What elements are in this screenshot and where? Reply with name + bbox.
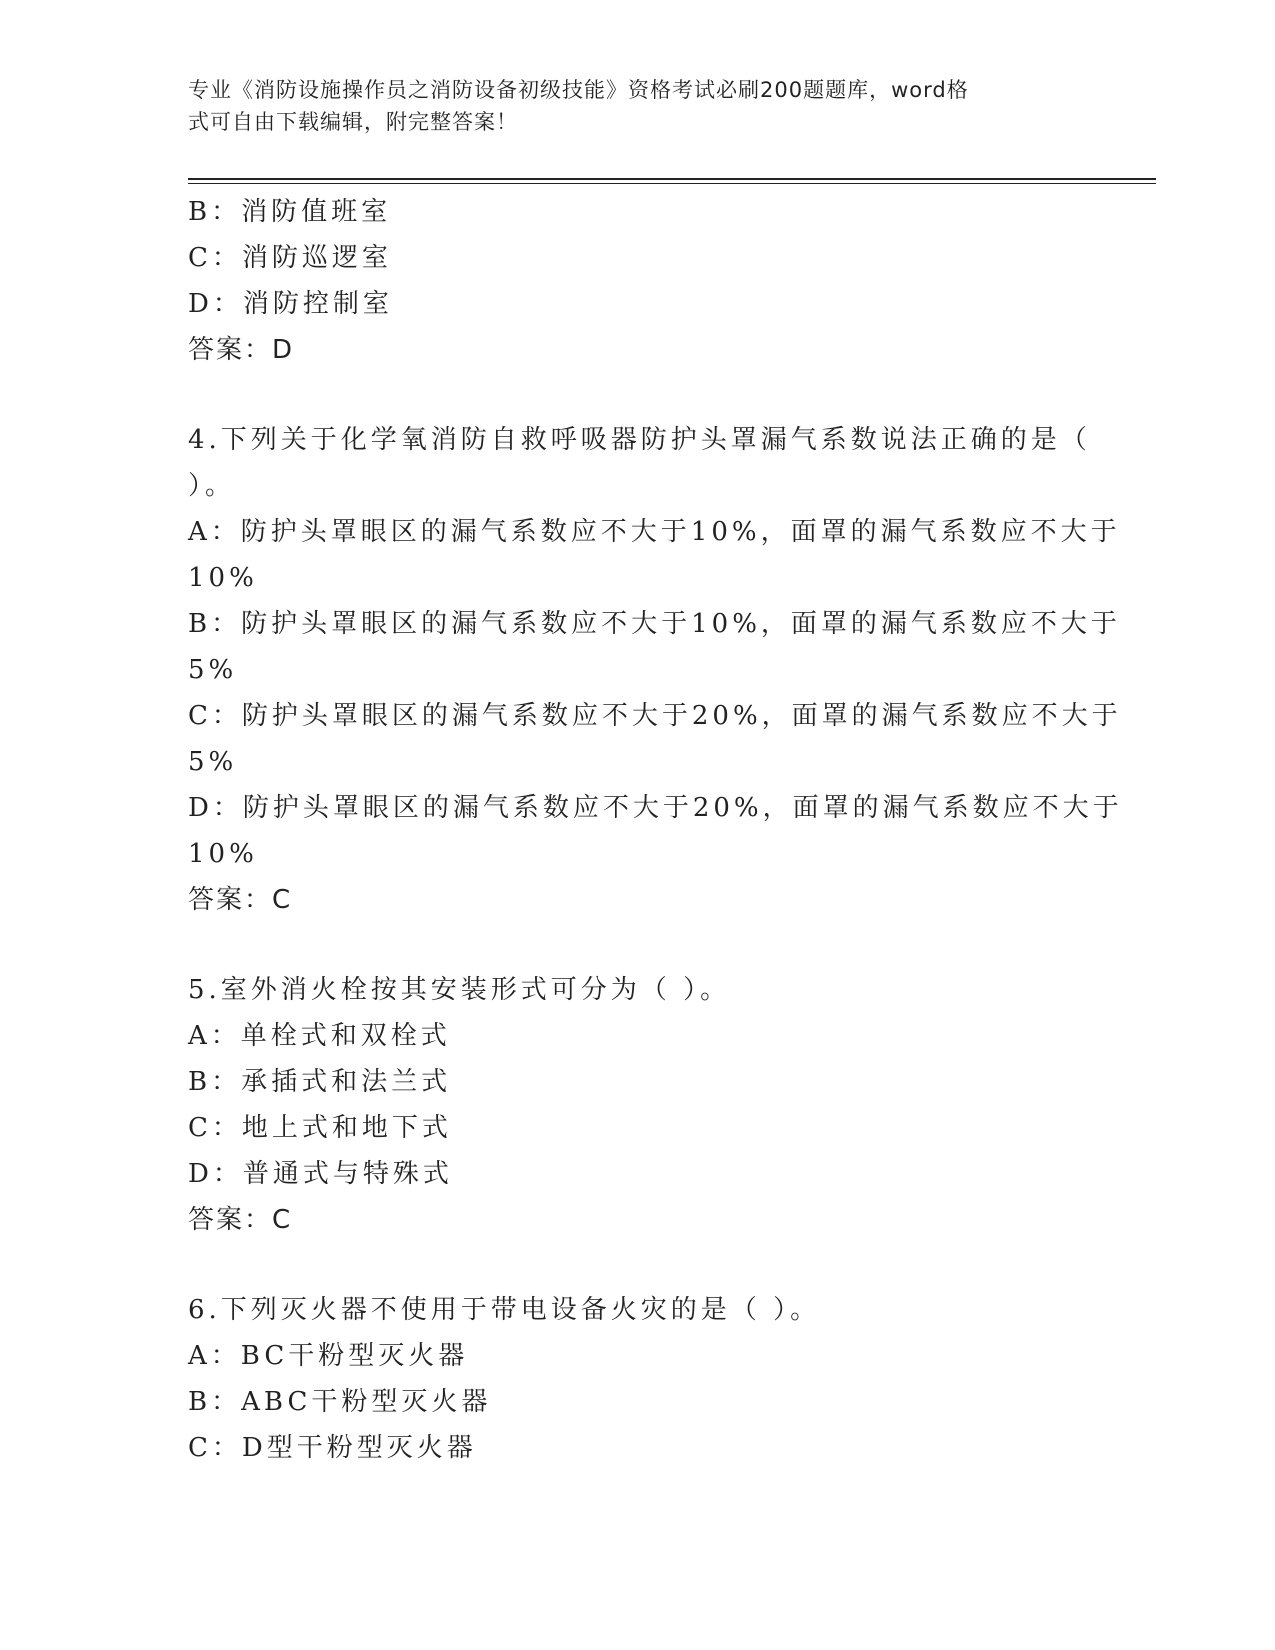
header-line-2: 式可自由下载编辑，附完整答案！ xyxy=(188,110,518,134)
question-content xyxy=(188,189,1123,1471)
header-divider-thick xyxy=(188,178,1156,180)
q5-option-c: C：地上式和地下式 xyxy=(188,1113,452,1143)
q4-option-c-line-2: 5% xyxy=(188,747,238,777)
q4-option-a-line-1: A：防护头罩眼区的漏气系数应不大于10%，面罩的漏气系数应不大于 xyxy=(188,517,1121,547)
spacer xyxy=(188,373,1088,417)
q4-option-d-line-1: D：防护头罩眼区的漏气系数应不大于20%，面罩的漏气系数应不大于 xyxy=(188,793,1123,823)
q4-option-a-line-2: 10% xyxy=(188,563,258,593)
question-3 xyxy=(188,189,1088,373)
q4-option-b-line-2: 5% xyxy=(188,655,238,685)
q6-option-c: C：D型干粉型灭火器 xyxy=(188,1433,477,1463)
q6-option-a: A：BC干粉型灭火器 xyxy=(188,1341,469,1371)
q5-stem: 5.室外消火栓按其安装形式可分为（ ）。 xyxy=(188,975,731,1005)
spacer xyxy=(188,923,1088,967)
header-line-1: 专业《消防设施操作员之消防设备初级技能》资格考试必刷200题题库，word格 xyxy=(188,78,969,102)
q3-option-c: C：消防巡逻室 xyxy=(188,243,392,273)
q3-answer: 答案：D xyxy=(188,335,295,365)
q5-option-d: D：普通式与特殊式 xyxy=(188,1159,453,1189)
question-5 xyxy=(188,967,1088,1243)
question-4 xyxy=(188,417,1123,923)
question-6 xyxy=(188,1287,1088,1471)
q4-answer: 答案：C xyxy=(188,885,293,915)
spacer xyxy=(188,1243,1088,1287)
q6-option-b: B：ABC干粉型灭火器 xyxy=(188,1387,492,1417)
q4-stem-line-2: ）。 xyxy=(188,471,236,501)
q4-option-c-line-1: C：防护头罩眼区的漏气系数应不大于20%，面罩的漏气系数应不大于 xyxy=(188,701,1122,731)
q6-stem: 6.下列灭火器不使用于带电设备火灾的是（ ）。 xyxy=(188,1295,821,1325)
q3-option-b: B：消防值班室 xyxy=(188,197,392,227)
q4-option-d-line-2: 10% xyxy=(188,839,258,869)
document-header xyxy=(188,74,1068,138)
header-divider-thin xyxy=(188,183,1156,184)
q4-stem-line-1: 4.下列关于化学氧消防自救呼吸器防护头罩漏气系数说法正确的是（ xyxy=(188,425,1091,455)
q4-option-b-line-1: B：防护头罩眼区的漏气系数应不大于10%，面罩的漏气系数应不大于 xyxy=(188,609,1121,639)
q5-answer: 答案：C xyxy=(188,1205,293,1235)
q3-option-d: D：消防控制室 xyxy=(188,289,393,319)
q5-option-a: A：单栓式和双栓式 xyxy=(188,1021,451,1051)
q5-option-b: B：承插式和法兰式 xyxy=(188,1067,452,1097)
